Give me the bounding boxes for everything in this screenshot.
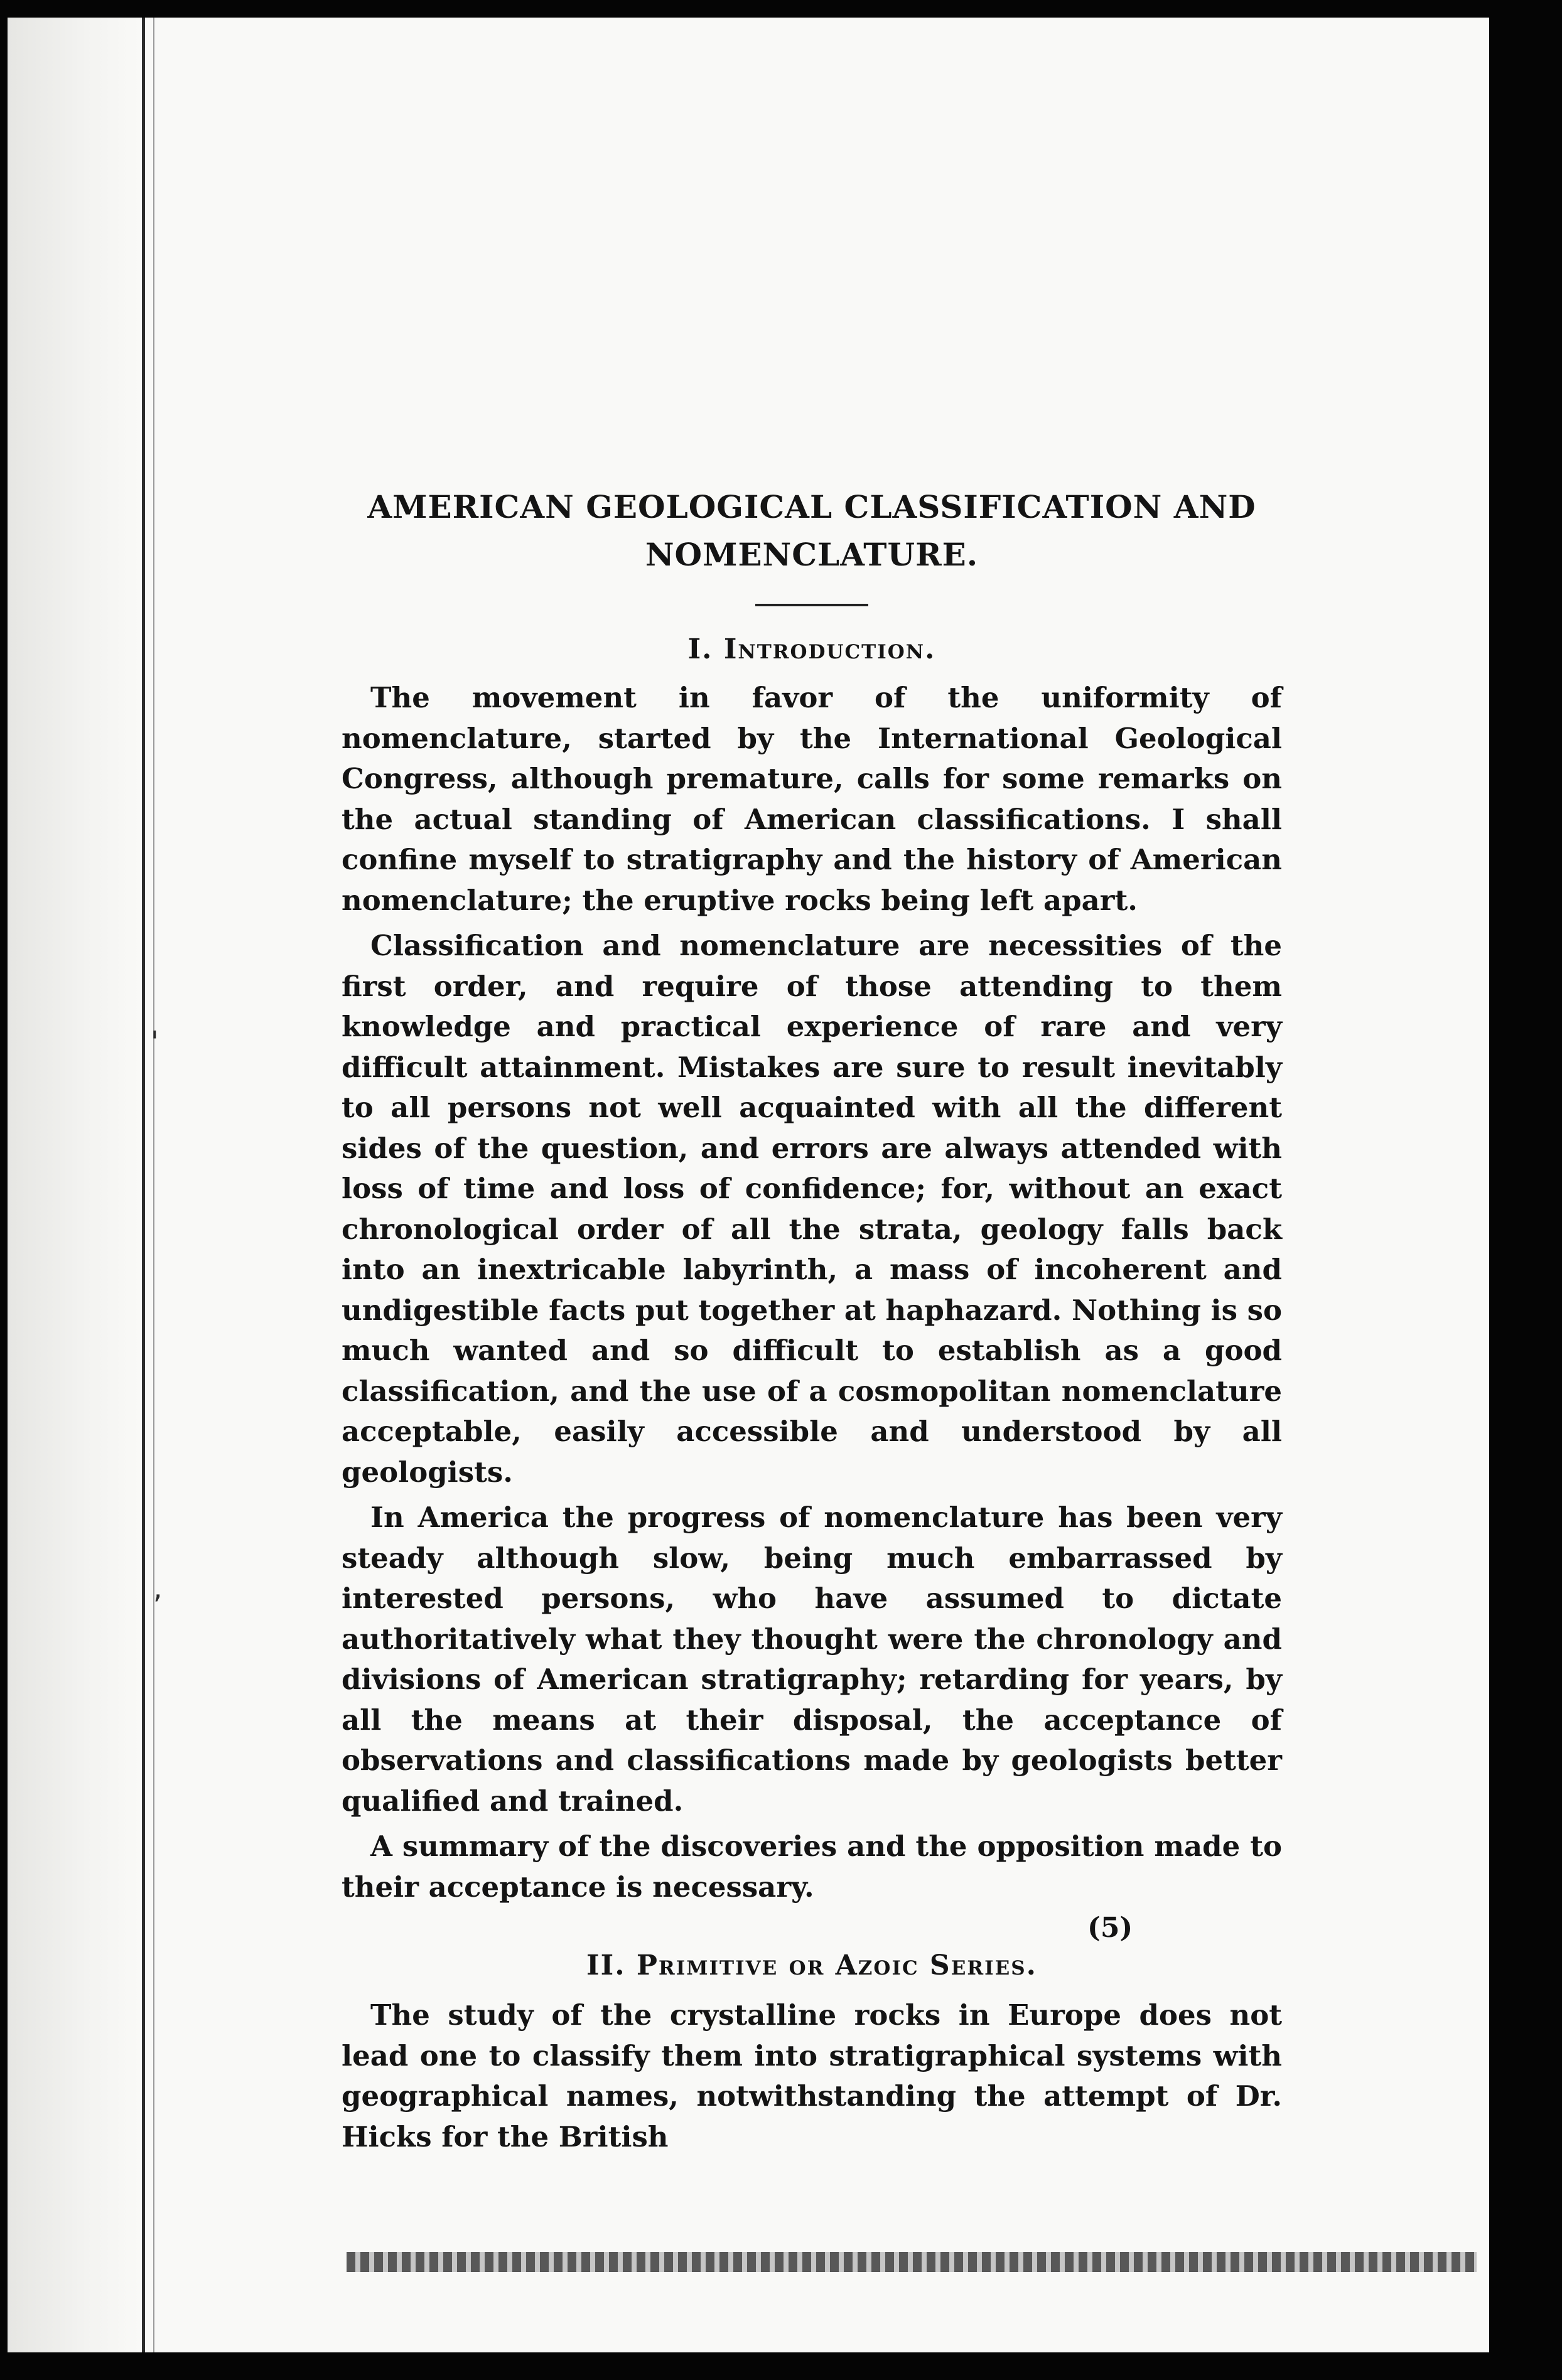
paragraph: The movement in favor of the uniformity of nomenclature, started by the International Geological Congress, although premature, calls for some remarks on the actual standing of American classifications. I shall confine myself to stratigraphy and the history of American nomenclature; the eruptive rocks being left apart. xyxy=(342,681,1282,917)
binding-fold-shadow xyxy=(153,18,154,2352)
title-rule xyxy=(755,604,868,606)
paragraph: In America the progress of nomenclature has been very steady although slow, being much embarrassed by interested persons, who have assumed to dictate authoritatively what they thought were the chronology and divisions of American stratigraphy; retarding for years, by all the means at their disposal, the acceptance of observations and classifications made by geologists better qualified and trained. xyxy=(342,1501,1282,1818)
paragraph: Classification and nomenclature are necessities of the first order, and require of those attending to them knowledge and practical experience of rare and very difficult attainment. Mistakes are sure to result inevitably to all persons not well acquainted with all the different sides of the question, and errors are always attended with loss of time and loss of confidence; for, without an exact chronological order of all the strata, geology falls back into an inextricable labyrinth, a mass of incoherent and undigestible facts put together at haphazard. Nothing is so much wanted and so difficult to establish as a good classification, and the use of a cosmopolitan nomenclature acceptable, easily accessible and understood by all geologists. xyxy=(342,929,1282,1489)
margin-speck: ' xyxy=(151,1025,159,1059)
article-body xyxy=(342,483,1282,2157)
page-number: (5) xyxy=(1087,1912,1133,1944)
paragraph: The study of the crystalline rocks in Europe does not lead one to classify them into stratigraphical systems with geographical names, notwithstanding the attempt of Dr. Hicks for the British xyxy=(342,1998,1282,2153)
margin-speck: , xyxy=(153,1571,163,1605)
binding-fold-line xyxy=(142,18,145,2352)
paragraph: A summary of the discoveries and the opposition made to their acceptance is necessary. xyxy=(342,1830,1282,1904)
article-title: AMERICAN GEOLOGICAL CLASSIFICATION AND NOMENCLATURE. xyxy=(367,488,1256,573)
section-heading-introduction: I. Introduction. xyxy=(687,633,936,665)
scanned-page xyxy=(8,18,1489,2352)
section-heading-primitive-series: II. Primitive or Azoic Series. xyxy=(586,1949,1037,1981)
scan-edge-strip xyxy=(347,2252,1477,2272)
page-gutter xyxy=(8,18,139,2352)
